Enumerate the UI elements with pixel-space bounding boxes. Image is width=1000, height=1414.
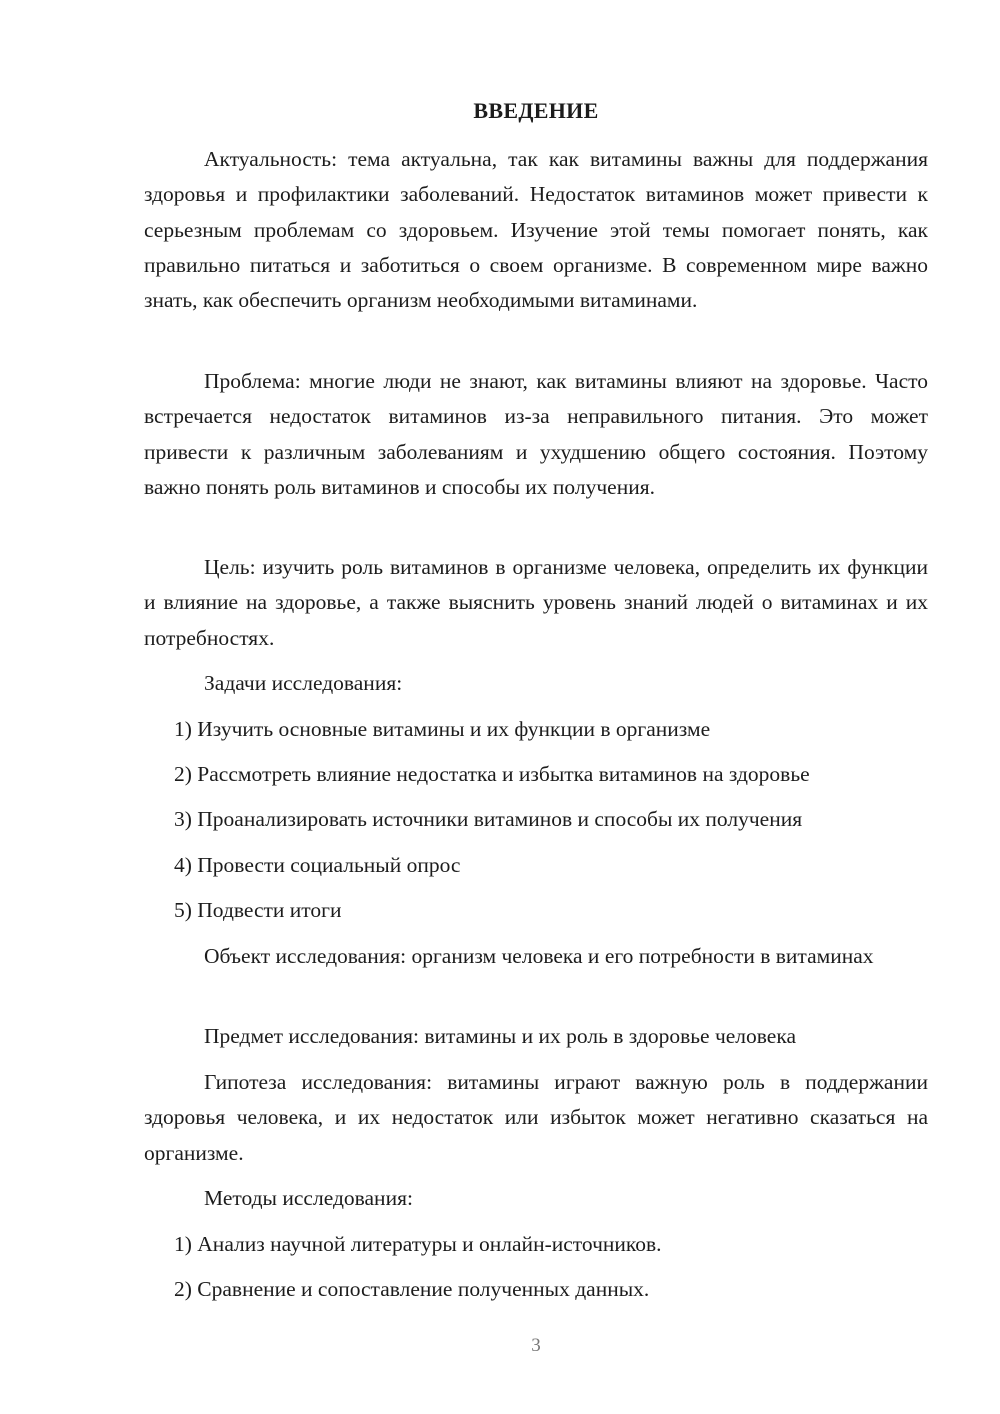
- task-item-4: 4) Провести социальный опрос: [174, 853, 461, 877]
- object-paragraph: Объект исследования: организм человека и его потребности в витаминах: [204, 944, 874, 968]
- task-item-3: 3) Проанализировать источники витаминов и способы их получения: [174, 807, 803, 831]
- tasks-heading: Задачи исследования:: [204, 671, 403, 695]
- relevance-paragraph: Актуальность: тема актуальна, так как витамины важны для поддержания здоровья и профилактики заболеваний. Недостаток витаминов может привести к серьезным проблемам со здоровьем. Изучение этой темы помогает понять, как правильно питаться и заботиться о своем организме. В современном мире важно знать, как обеспечить организм необходимыми витаминами.: [144, 147, 928, 313]
- task-item-5: 5) Подвести итоги: [174, 898, 342, 922]
- task-item-2: 2) Рассмотреть влияние недостатка и избытка витаминов на здоровье: [174, 762, 810, 786]
- page-number: 3: [531, 1335, 541, 1356]
- goal-paragraph: Цель: изучить роль витаминов в организме человека, определить их функции и влияние на здоровье, а также выяснить уровень знаний людей о витаминах и их потребностях.: [144, 555, 928, 650]
- methods-heading: Методы исследования:: [204, 1186, 413, 1210]
- section-title: ВВЕДЕНИЕ: [473, 98, 599, 123]
- method-item-1: 1) Анализ научной литературы и онлайн-источников.: [174, 1232, 662, 1256]
- task-item-1: 1) Изучить основные витамины и их функции в организме: [174, 717, 711, 741]
- method-item-2: 2) Сравнение и сопоставление полученных данных.: [174, 1277, 650, 1301]
- hypothesis-paragraph: Гипотеза исследования: витамины играют важную роль в поддержании здоровья человека, и их недостаток или избыток может негативно сказаться на организме.: [144, 1070, 928, 1165]
- problem-paragraph: Проблема: многие люди не знают, как витамины влияют на здоровье. Часто встречается недостаток витаминов из-за неправильного питания. Это может привести к различным заболеваниям и ухудшению общего состояния. Поэтому важно понять роль витаминов и способы их получения.: [144, 369, 928, 499]
- document-page: [144, 0, 928, 1414]
- subject-paragraph: Предмет исследования: витамины и их роль в здоровье человека: [204, 1024, 797, 1048]
